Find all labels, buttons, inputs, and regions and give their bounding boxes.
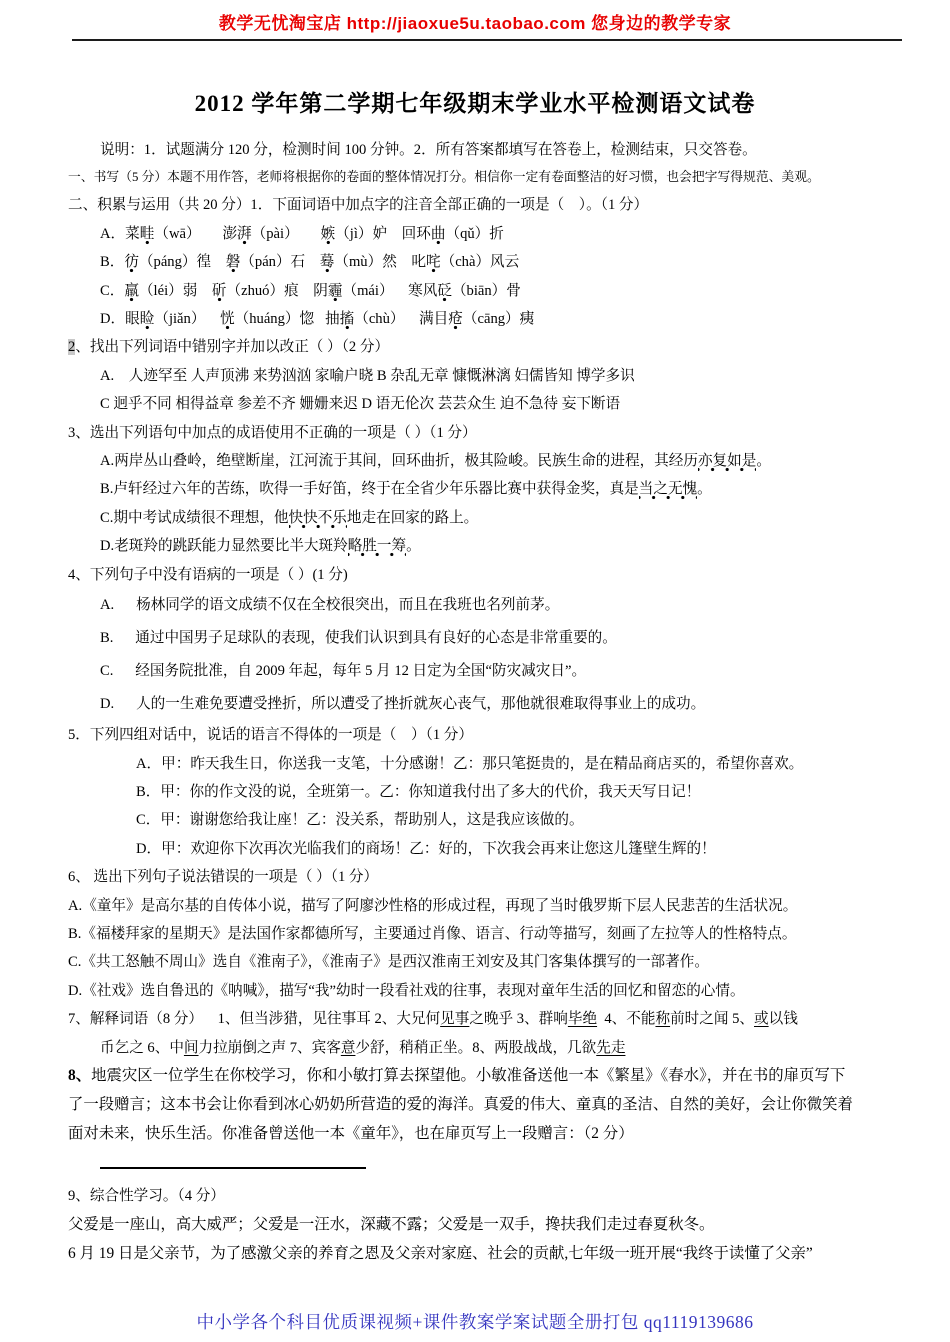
text-segment: （jì）妒 回环 (335, 225, 431, 242)
text-segment: C.《共工怒触不周山》选自《淮南子》，《淮南子》是西汉淮南王刘安及其门客集体撰写的一部著作。 (68, 954, 709, 971)
question-7-line-1 (68, 1005, 908, 1033)
question-8-line-2 (68, 1091, 908, 1120)
question-4 (68, 561, 908, 589)
text-segment: B. 通过中国男子足球队的表现，使我们认识到具有良好的心态是非常重要的。 (100, 630, 617, 647)
text-segment: A.《童年》是高尔基的自传体小说，描写了阿廖沙性格的形成过程，再现了当时俄罗斯下层人民悲苦的生活状况。 (68, 897, 798, 914)
q1-option-c (68, 277, 908, 305)
page-title: 2012 学年第二学期七年级期末学业水平检测语文试卷 (194, 91, 756, 116)
dot-emphasis-text: 恍 (220, 311, 235, 330)
q3-option-d (68, 532, 908, 560)
text-segment: D. 人的一生难免要遭受挫折，所以遭受了挫折就灰心丧气，那他就很难取得事业上的成功。 (100, 696, 706, 713)
text-segment: 、找出下列词语中错别字并加以改正（ ）（2 分） (75, 339, 390, 356)
text-segment: （mù）然 叱 (334, 254, 426, 271)
q1-option-d (68, 305, 908, 333)
dot-emphasis-text: 疮 (448, 311, 463, 330)
text-segment: 之晚乎 3、群响 (469, 1011, 568, 1028)
text-segment: C． (100, 282, 125, 299)
text-segment: 3、选出下列语句中加点的成语使用不正确的一项是（ ）（1 分） (68, 424, 477, 441)
q4-option-d (68, 688, 908, 721)
text-segment: 5．下列四组对话中，说话的语言不得体的一项是（ ）（1 分） (68, 727, 473, 744)
q3-option-c (68, 504, 908, 532)
text-segment: 了一段赠言；这本书会让你看到冰心奶奶所营造的爱的海洋。真爱的伟大、童真的圣洁、自然的美好，会让你微笑着 (68, 1095, 853, 1113)
answer-blank-row (68, 1148, 908, 1182)
text-segment: 6 月 19 日是父亲节，为了感激父亲的养育之恩及父亲对家庭、社会的贡献,七年级一班开展“我终于读懂了父亲” (68, 1244, 813, 1262)
text-segment: （zhuó）痕 阴 (226, 282, 328, 299)
dot-emphasis-text: 磐 (226, 254, 241, 273)
text-segment: （huáng）惚 抽 (234, 311, 340, 328)
q4-option-b (68, 622, 908, 655)
text-segment: （cāng）痍 (462, 311, 535, 328)
dot-emphasis-text: 睑 (140, 311, 155, 330)
text-segment: 少舒，稍稍正坐。8、两股战战，几欲 (355, 1039, 597, 1056)
answer-blank-line (100, 1149, 366, 1169)
dot-emphasis-text: 彷 (124, 254, 139, 273)
text-segment: A.两岸丛山叠岭，绝壁断崖，江河流于其间，回环曲折，极其险峻。民族生命的进程，其经历 (100, 453, 698, 470)
question-2 (68, 333, 908, 361)
footer-banner: 中小学各个科目优质课视频+课件教案学案试题全册打包 qq1119139686 (196, 1312, 754, 1332)
q3-option-a (68, 447, 908, 475)
q5-option-b (68, 778, 908, 806)
text-segment: 前时之闻 5、 (670, 1011, 754, 1028)
dot-emphasis-text: 搐 (340, 311, 355, 330)
q4-option-c (68, 655, 908, 688)
underlined-term: 先走 (596, 1039, 626, 1056)
text-segment: 6、 选出下列句子说法错误的一项是（ ）（1 分） (68, 869, 379, 886)
text-segment: （páng）徨 (138, 254, 226, 271)
q6-option-a (68, 892, 908, 920)
text-segment: D．眼 (100, 311, 140, 328)
text-segment: D.老斑羚的跳跃能力显然要比半大斑羚 (100, 538, 348, 555)
dot-emphasis-text: 湃 (237, 226, 252, 245)
header-banner: 教学无忧淘宝店 http://jiaoxue5u.taobao.com 您身边的教学专家 (218, 14, 732, 33)
text-segment: A. 杨林同学的语文成绩不仅在全校很突出，而且在我班也名列前茅。 (100, 597, 560, 614)
text-segment: 7、解释词语（8 分） 1、但当涉猎，见往事耳 2、大兄何 (68, 1011, 441, 1028)
text-segment: 9、综合性学习。（4 分） (68, 1188, 225, 1205)
text-segment: 4、不能 (597, 1011, 656, 1028)
text-segment: 父爱是一座山，高大威严；父爱是一汪水，深藏不露；父爱是一双手，搀扶我们走过春夏秋冬。 (68, 1215, 715, 1233)
dot-emphasis-text: 畦 (140, 226, 155, 245)
text-segment: （pán）石 (240, 254, 320, 271)
dot-emphasis-text: 当之无愧 (639, 481, 697, 500)
document-body (0, 136, 950, 1268)
q6-option-b (68, 920, 908, 948)
text-segment: B.《福楼拜家的星期天》是法国作家都德所写，主要通过肖像、语言、行动等描写，刻画了左拉等人的性格特点。 (68, 925, 797, 942)
highlighted-number: 2 (68, 339, 76, 356)
question-8-line-1 (68, 1062, 908, 1091)
header-rule (72, 39, 902, 41)
dot-emphasis-text: 快快不乐 (289, 510, 347, 529)
question-9 (68, 1182, 908, 1210)
bold-text: 8、 (68, 1066, 92, 1084)
text-segment: （wā） 澎 (154, 225, 238, 242)
dot-emphasis-text: 咤 (426, 254, 441, 273)
text-segment: C．甲：谢谢您给我让座！乙：没关系，帮助别人，这是我应该做的。 (136, 812, 584, 829)
text-segment: 币乞之 6、中 (100, 1039, 184, 1056)
dot-emphasis-text: 亦复如是 (698, 453, 756, 472)
question-7-line-2 (68, 1034, 908, 1062)
dot-emphasis-text: 略胜一筹 (348, 538, 406, 557)
q2-options-ab (68, 362, 908, 390)
q4-option-a (68, 589, 908, 622)
q2-options-cd (68, 390, 908, 418)
text-segment: （biān）骨 (451, 282, 521, 299)
text-segment: 一、书写（5 分）本题不用作答，老师将根据你的卷面的整体情况打分。相信你一定有卷面整洁的好习惯，也会把字写得规范、美观。 (68, 170, 820, 185)
text-segment: B.卢轩经过六年的苦练，吹得一手好笛，终于在全省少年乐器比赛中获得金奖，真是 (100, 481, 639, 498)
text-segment: （léi）弱 (138, 282, 212, 299)
q5-option-c (68, 806, 908, 834)
text-segment: （chù） 满目 (354, 311, 449, 328)
section-2-question-1 (68, 191, 908, 219)
q9-intro-line-1 (68, 1211, 908, 1240)
text-segment: （jiǎn） (154, 311, 221, 328)
question-3 (68, 419, 908, 447)
dot-emphasis-text: 蓦 (320, 254, 335, 273)
text-segment: 以钱 (768, 1011, 798, 1028)
text-segment: B． (100, 254, 125, 271)
text-segment: 。 (406, 538, 421, 555)
q1-option-a (68, 220, 908, 248)
text-segment: 二、积累与运用（共 20 分）1．下面词语中加点字的注音全部正确的一项是（ ）。（1 分） (68, 197, 649, 214)
underlined-term: 间 (183, 1039, 199, 1056)
q5-option-d (68, 835, 908, 863)
underlined-term: 或 (754, 1011, 769, 1028)
q9-intro-line-2 (68, 1240, 908, 1269)
text-segment: D．甲：欢迎你下次再次光临我们的商场！乙：好的，下次我会再来让您这儿篷壁生辉的！ (136, 840, 716, 857)
text-segment: B．甲：你的作文没的说，全班第一。乙：你知道我付出了多大的代价，我天天写日记！ (136, 783, 701, 800)
text-segment: 说明：1．试题满分 120 分，检测时间 100 分钟。2．所有答案都填写在答卷上，检测结束，只交答卷。 (100, 142, 757, 158)
text-segment: D.《社戏》选自鲁迅的《呐喊》，描写“我”幼时一段看社戏的往事，表现对童年生活的回忆和留恋的心情。 (68, 982, 745, 999)
text-segment: （chà）风云 (440, 254, 520, 271)
dot-emphasis-text: 砭 (437, 283, 452, 302)
text-segment: 力拉崩倒之声 7、宾客 (198, 1039, 341, 1056)
q6-option-d (68, 977, 908, 1005)
text-segment: A．甲：昨天我生日，你送我一支笔，十分感谢！乙：那只笔挺贵的，是在精品商店买的，希望你喜欢。 (136, 755, 804, 772)
text-segment: （pài） (251, 225, 321, 242)
text-segment: 地震灾区一位学生在你校学习，你和小敏打算去探望他。小敏准备送他一本《繁星》《春水》，并在书的扉页写下 (91, 1066, 846, 1084)
text-segment: C. 经国务院批准，自 2009 年起，每年 5 月 12 日定为全国“防灾减灾日”。 (100, 663, 587, 680)
text-segment: C.期中考试成绩很不理想，他 (100, 509, 289, 526)
dot-emphasis-text: 曲 (431, 226, 446, 245)
underlined-term: 毕绝 (567, 1011, 598, 1028)
section-1-handwriting (68, 164, 908, 191)
q5-option-a (68, 750, 908, 778)
question-5 (68, 721, 908, 749)
text-segment: 4、下列句子中没有语病的一项是（ ）(1 分) (68, 566, 348, 583)
text-segment: C 迥乎不同 相得益章 参差不齐 姗姗来迟 D 语无伦次 芸芸众生 迫不急待 妄下断语 (100, 396, 621, 413)
dot-emphasis-text: 斫 (212, 283, 227, 302)
dot-emphasis-text: 羸 (124, 283, 139, 302)
dot-emphasis-text: 嫉 (321, 226, 336, 245)
text-segment: 。 (756, 453, 771, 470)
text-segment: （mái） 寒风 (342, 282, 438, 299)
question-8-line-3 (68, 1120, 908, 1149)
question-6 (68, 863, 908, 891)
underlined-term: 意 (340, 1039, 356, 1056)
dot-emphasis-text: 霾 (328, 283, 343, 302)
q1-option-b (68, 248, 908, 276)
text-segment: 面对未来，快乐生活。你准备曾送他一本《童年》，也在扉页写上一段赠言：（2 分） (68, 1124, 634, 1142)
text-segment: A. 人迹罕至 人声顶沸 来势汹汹 家喻户晓 B 杂乱无章 慷慨淋漓 妇儒皆知 博学多识 (100, 367, 635, 384)
underlined-term: 称 (655, 1011, 671, 1028)
exam-instructions (68, 136, 908, 164)
q3-option-b (68, 475, 908, 503)
underlined-term: 见事 (440, 1011, 470, 1028)
q6-option-c (68, 948, 908, 976)
text-segment: 。 (697, 481, 712, 498)
text-segment: 地走在回家的路上。 (346, 509, 479, 526)
text-segment: A．菜 (100, 225, 140, 242)
text-segment: （qǔ）折 (445, 225, 504, 242)
